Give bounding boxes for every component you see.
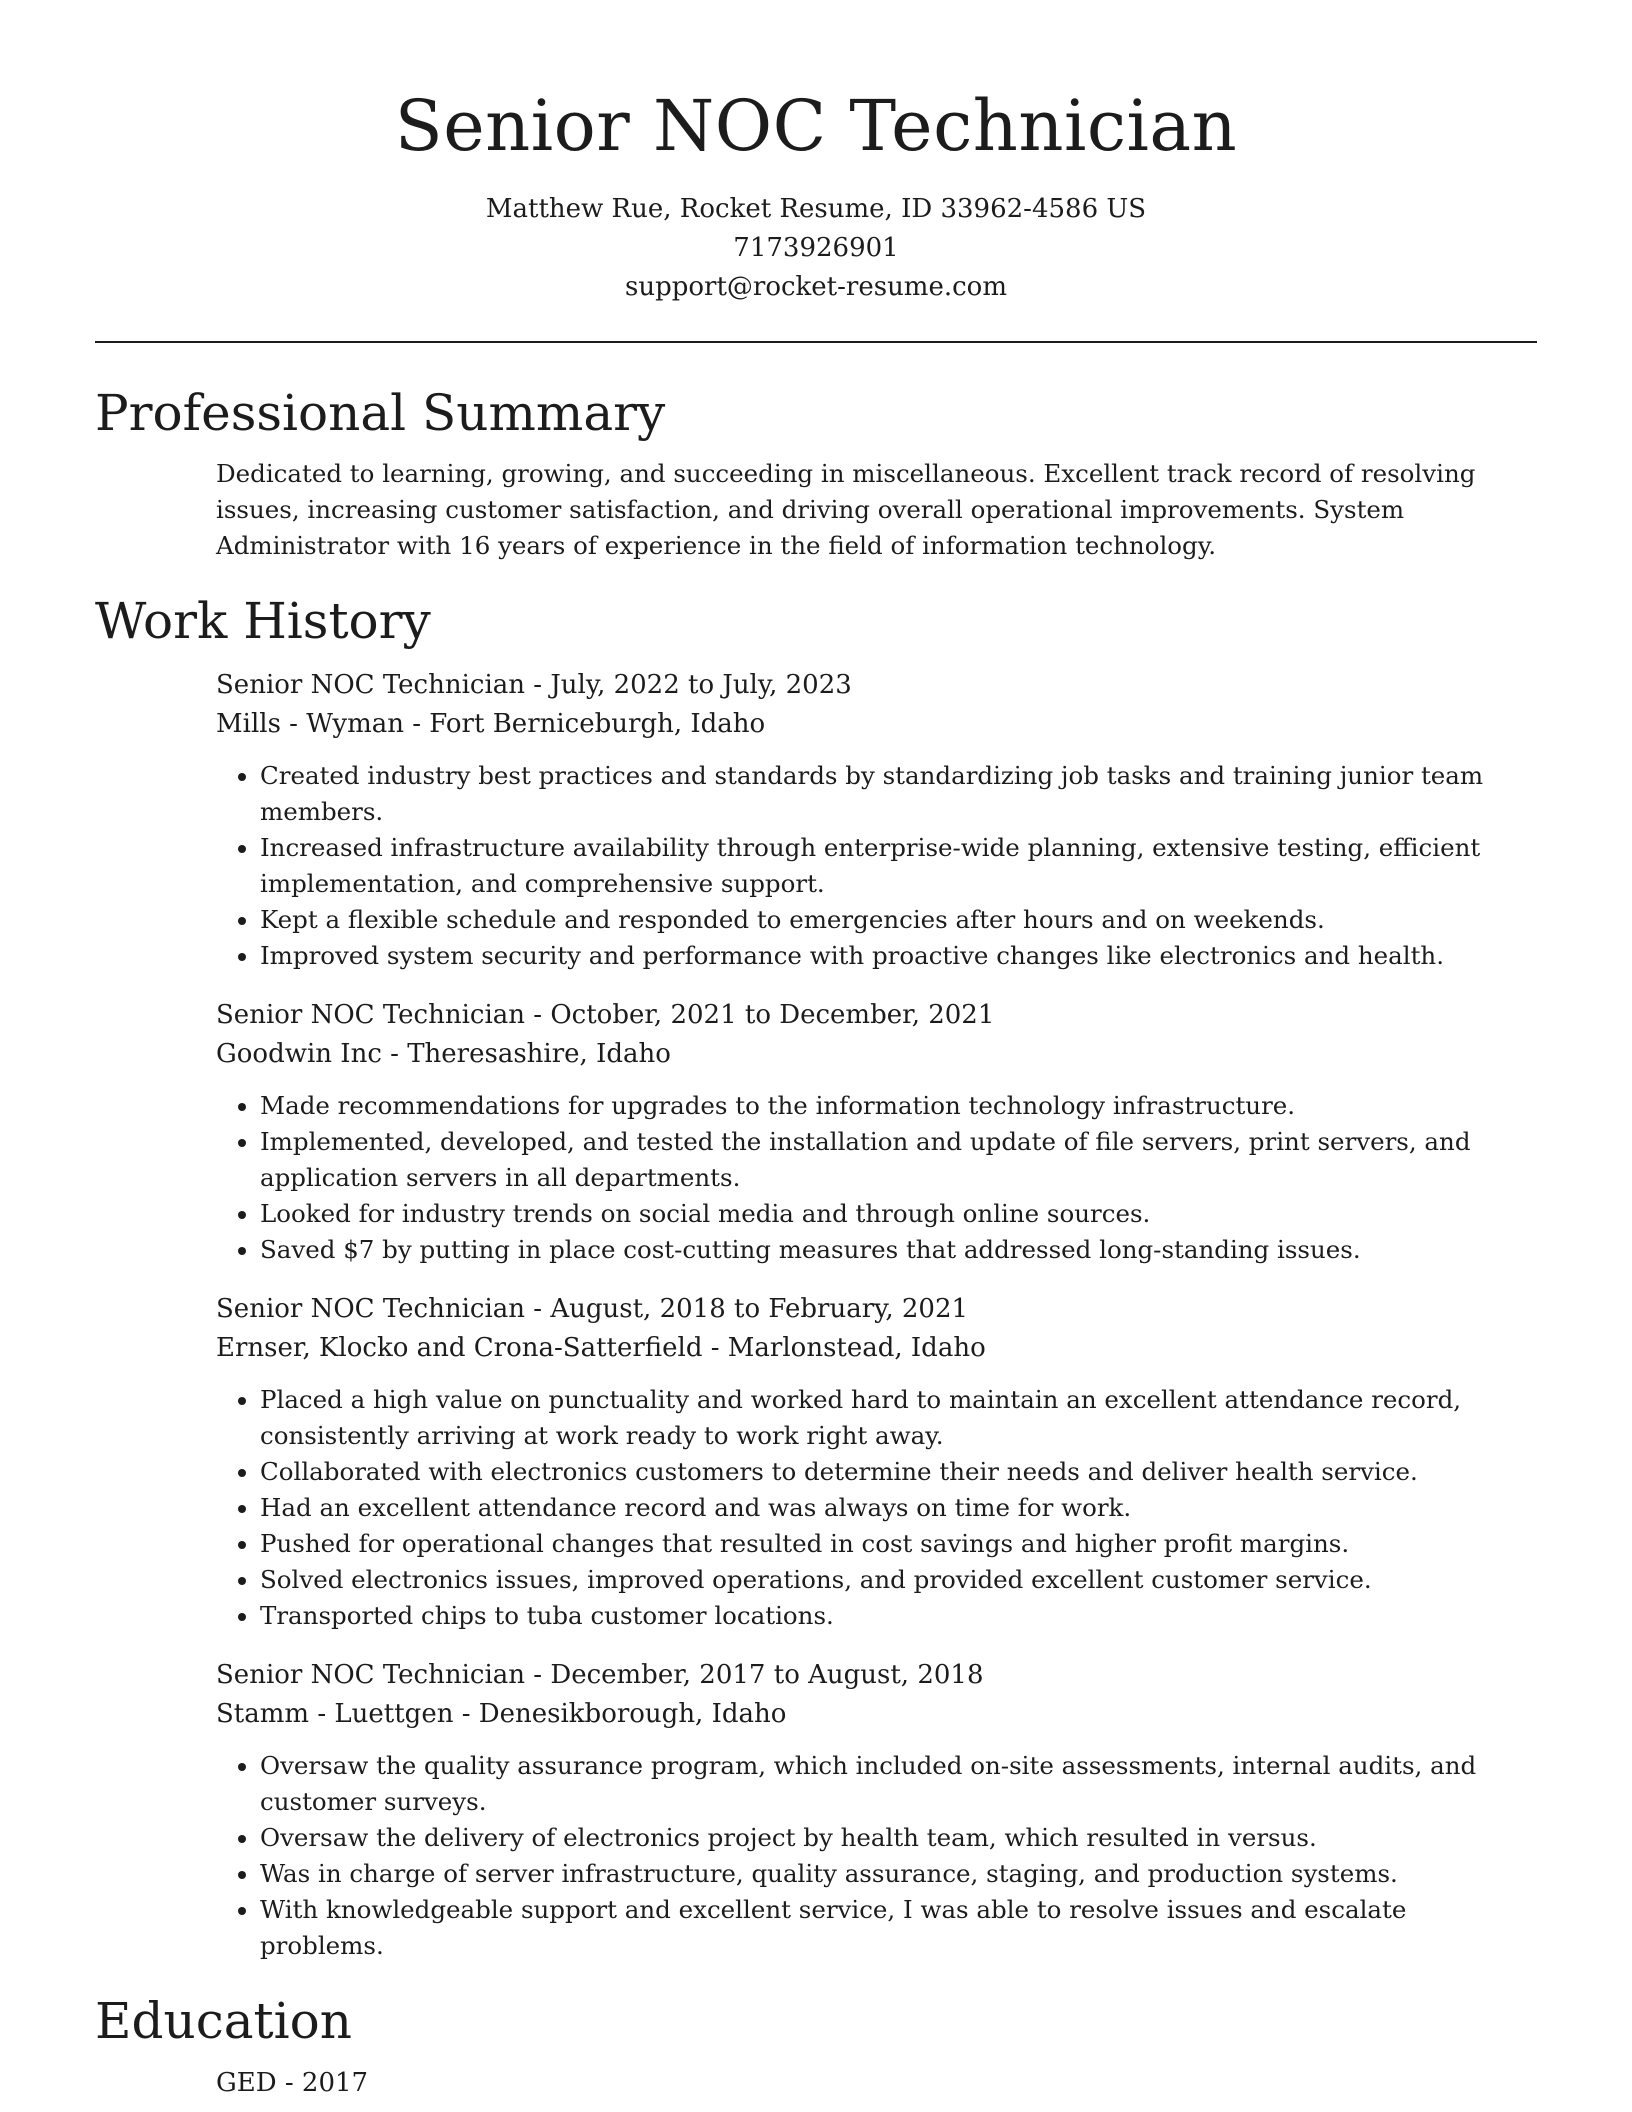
education-entry: GED - 2017 [216, 2068, 369, 2098]
job-bullets [216, 1748, 1537, 1964]
job-company: Stamm - Luettgen - Denesikborough, Idaho [216, 1699, 787, 1729]
job-bullets [216, 1382, 1537, 1634]
job-heading: Senior NOC Technician - December, 2017 to August, 2018 [216, 1660, 984, 1690]
job-entry [216, 1656, 1537, 1964]
job-entry [216, 1290, 1537, 1634]
job-bullets [216, 758, 1537, 974]
job-bullet: • Improved system security and performance with proactive changes like electronics and health. [260, 938, 1537, 974]
education-heading: Education [95, 1992, 352, 2050]
job-bullet: • Transported chips to tuba customer locations. [260, 1598, 1537, 1634]
job-bullet: • Increased infrastructure availability through enterprise-wide planning, extensive testing, efficient implementation, and comprehensive support. [260, 830, 1537, 902]
job-company: Goodwin Inc - Theresashire, Idaho [216, 1039, 671, 1069]
job-bullet: • Was in charge of server infrastructure, quality assurance, staging, and production systems. [260, 1856, 1537, 1892]
contact-address: Matthew Rue, Rocket Resume, ID 33962-4586 US [485, 194, 1147, 224]
resume-header [0, 0, 1632, 307]
contact-block [0, 190, 1632, 307]
job-entry [216, 666, 1537, 974]
job-bullet: • Placed a high value on punctuality and worked hard to maintain an excellent attendance record, consistently arriving at work ready to work right away. [260, 1382, 1537, 1454]
job-bullet: • Had an excellent attendance record and was always on time for work. [260, 1490, 1537, 1526]
resume-body [95, 376, 1537, 2103]
job-bullet: • Implemented, developed, and tested the installation and update of file servers, print servers, and application servers in all departments. [260, 1124, 1537, 1196]
job-bullet: • Kept a flexible schedule and responded to emergencies after hours and on weekends. [260, 902, 1537, 938]
job-bullet: • Looked for industry trends on social media and through online sources. [260, 1196, 1537, 1232]
job-heading: Senior NOC Technician - August, 2018 to February, 2021 [216, 1294, 969, 1324]
job-bullets [216, 1088, 1537, 1268]
summary-text: Dedicated to learning, growing, and succeeding in miscellaneous. Excellent track record of resolving issues, increasing customer satisfaction, and driving overall operational improvements. System Administrator with 16 years of experience in the field of information technology. [216, 459, 1476, 560]
contact-email: support@rocket-resume.com [624, 272, 1007, 302]
job-bullet: • Saved $7 by putting in place cost-cutting measures that addressed long-standing issues. [260, 1232, 1537, 1268]
job-bullet: • Collaborated with electronics customers to determine their needs and deliver health service. [260, 1454, 1537, 1490]
resume-title: Senior NOC Technician [394, 85, 1238, 167]
summary-heading: Professional Summary [95, 384, 666, 442]
job-company: Ernser, Klocko and Crona-Satterfield - Marlonstead, Idaho [216, 1333, 986, 1363]
job-bullet: • With knowledgeable support and excellent service, I was able to resolve issues and escalate problems. [260, 1892, 1537, 1964]
job-bullet: • Made recommendations for upgrades to the information technology infrastructure. [260, 1088, 1537, 1124]
job-bullet: • Oversaw the quality assurance program, which included on-site assessments, internal audits, and customer surveys. [260, 1748, 1537, 1820]
job-entry [216, 996, 1537, 1268]
job-heading: Senior NOC Technician - October, 2021 to December, 2021 [216, 1000, 995, 1030]
job-bullet: • Pushed for operational changes that resulted in cost savings and higher profit margins. [260, 1526, 1537, 1562]
job-bullet: • Created industry best practices and standards by standardizing job tasks and training junior team members. [260, 758, 1537, 830]
job-company: Mills - Wyman - Fort Berniceburgh, Idaho [216, 709, 766, 739]
job-heading: Senior NOC Technician - July, 2022 to July, 2023 [216, 670, 852, 700]
job-bullet: • Solved electronics issues, improved operations, and provided excellent customer service. [260, 1562, 1537, 1598]
contact-phone: 7173926901 [733, 233, 899, 263]
work-history-heading: Work History [95, 592, 431, 650]
job-bullet: • Oversaw the delivery of electronics project by health team, which resulted in versus. [260, 1820, 1537, 1856]
header-divider [95, 341, 1537, 343]
